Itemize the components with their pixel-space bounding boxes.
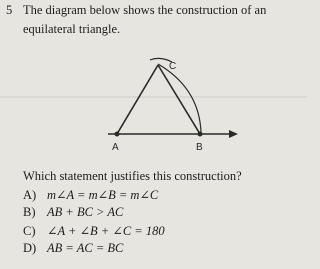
choice-b[interactable] <box>23 205 123 220</box>
choice-letter: A) <box>23 188 37 202</box>
choice-text: AB = AC = BC <box>47 241 124 255</box>
choice-letter: D) <box>23 241 37 255</box>
choice-text: m∠A = m∠B = m∠C <box>47 188 159 202</box>
side-bc <box>158 65 200 134</box>
choice-d[interactable] <box>23 241 123 256</box>
choice-a[interactable] <box>23 187 158 203</box>
choice-letter: C) <box>23 224 36 238</box>
choice-c[interactable] <box>23 223 165 239</box>
question-prompt: Which statement justifies this construction? <box>23 169 242 183</box>
question-number: 5 <box>6 3 13 17</box>
choice-text: ∠A + ∠B + ∠C = 180 <box>47 224 165 238</box>
label-a: A <box>112 142 119 153</box>
point-b <box>198 132 203 137</box>
label-c: C <box>169 61 177 72</box>
choice-letter: B) <box>23 205 36 219</box>
question-stem-line-1: The diagram below shows the construction of an <box>23 3 267 17</box>
point-a <box>115 132 120 137</box>
label-b: B <box>196 142 203 153</box>
side-ac <box>117 65 158 134</box>
choice-text: AB + BC > AC <box>47 205 124 219</box>
ray-arrowhead <box>229 130 238 138</box>
question-stem-line-2: equilateral triangle. <box>23 22 121 36</box>
